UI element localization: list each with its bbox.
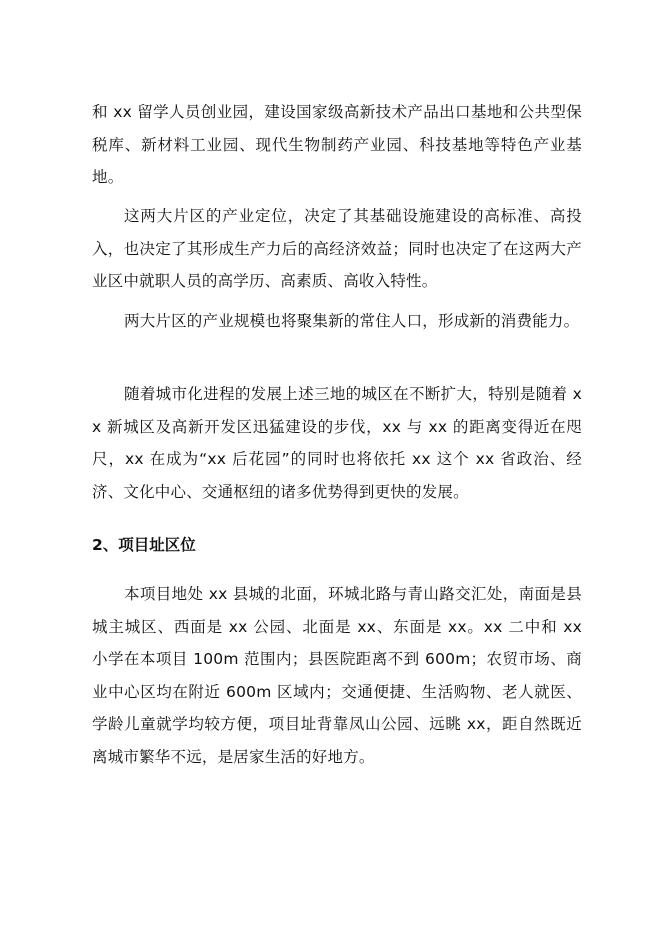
- paragraph-urbanization: 随着城市化进程的发展上述三地的城区在不断扩大，特别是随着 xx 新城区及高新开发区迅猛建设的步伐，xx 与 xx 的距离变得近在咫尺，xx 在成为“xx 后花园”的同时也将依托 xx 这个 xx 省政治、经济、文化中心、交通枢纽的诸多优势得到更快的发展。: [92, 385, 582, 501]
- paragraph-industry-positioning: 这两大片区的产业定位，决定了其基础设施建设的高标准、高投入，也决定了其形成生产力后的高经济效益；同时也决定了在这两大产业区中就职人员的高学历、高素质、高收入特性。: [92, 207, 582, 290]
- section-heading-project-location: 2、项目址区位: [92, 536, 196, 554]
- paragraph-industrial-parks: 和 xx 留学人员创业园，建设国家级高新技术产品出口基地和公共型保税库、新材料工业园、现代生物制药产业园、科技基地等特色产业基地。: [92, 103, 582, 186]
- paragraph-project-location: 本项目地处 xx 县城的北面，环城北路与青山路交汇处，南面是县城主城区、西面是 xx 公园、北面是 xx、东面是 xx。xx 二中和 xx 小学在本项目 100m 范围内；县医院距离不到 600m；农贸市场、商业中心区均在附近 600m 区域内；交通便捷、生活购物、老人就医、学龄儿童就学均较方便，项目址背靠凤山公园、远眺 xx，距自然既近离城市繁华不远，是居家生活的好地方。: [92, 585, 582, 766]
- paragraph-population-growth: 两大片区的产业规模也将聚集新的常住人口，形成新的消费能力。: [124, 312, 580, 330]
